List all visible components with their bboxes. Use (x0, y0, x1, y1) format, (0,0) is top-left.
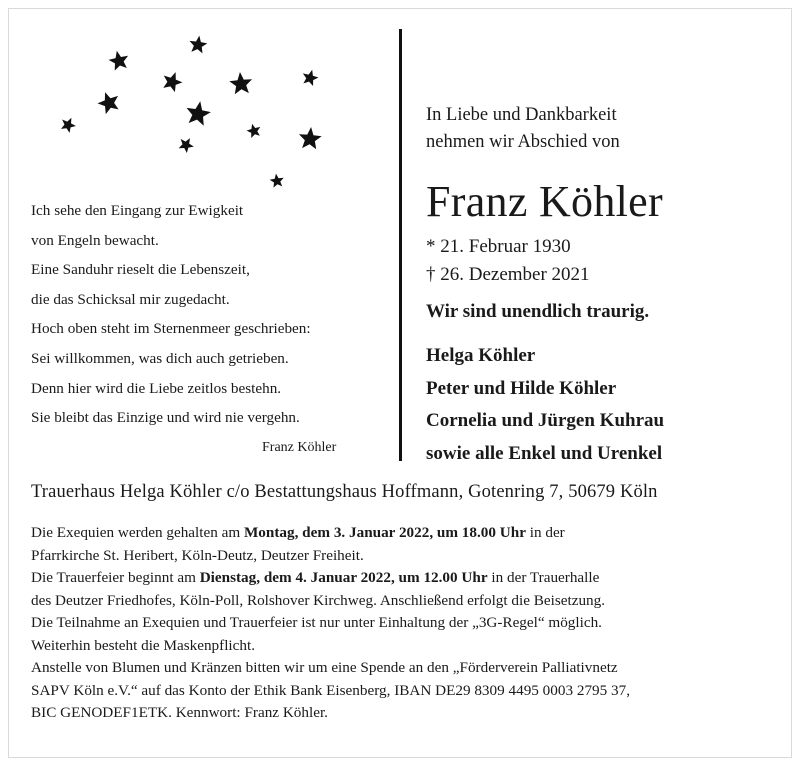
poem (31, 196, 371, 433)
life-dates (426, 233, 590, 289)
exequien-line (31, 522, 781, 545)
exequien-datetime: Montag, dem 3. Januar 2022, um 18.00 Uhr (243, 524, 526, 541)
service-details (31, 522, 781, 725)
donation-line: SAPV Köln e.V.“ auf das Konto der Ethik Bank Eisenberg, IBAN DE29 8309 4495 0003 2795 37, (31, 681, 631, 699)
exequien-location: Pfarrkirche St. Heribert, Köln-Deutz, Deutzer Freiheit. (31, 546, 364, 564)
rule-line: Die Teilnahme an Exequien und Trauerfeier ist nur unter Einhaltung der „3G-Regel“ möglich. (31, 614, 602, 631)
family-member: sowie alle Enkel und Urenkel (426, 442, 663, 464)
poem-line: Sei willkommen, was dich auch getrieben. (31, 349, 289, 367)
poem-line: Eine Sanduhr rieselt die Lebenszeit, (31, 261, 250, 279)
donation-line: BIC GENODEF1ETK. Kennwort: Franz Köhler. (31, 704, 328, 721)
death-notice (426, 102, 786, 464)
death-date: † 26. Dezember 2021 (426, 264, 590, 285)
family-member: Peter und Hilde Köhler (426, 377, 617, 399)
funeral-text: in der Trauerhalle (487, 569, 600, 586)
birth-date: * 21. Februar 1930 (426, 236, 571, 257)
star-icon (269, 173, 285, 188)
mourning-house-address: Trauerhaus Helga Köhler c/o Bestattungshaus Hoffmann, Gotenring 7, 50679 Köln (31, 482, 658, 502)
star-icon (300, 68, 320, 87)
vertical-divider (399, 29, 402, 461)
star-icon (107, 49, 130, 72)
poem-author: Franz Köhler (262, 440, 337, 455)
star-icon (176, 134, 196, 154)
family-member: Cornelia und Jürgen Kuhrau (426, 410, 665, 431)
funeral-line (31, 567, 781, 590)
poem-line: Ich sehe den Eingang zur Ewigkeit (31, 202, 244, 219)
poem-line: die das Schicksal mir zugedacht. (31, 290, 230, 308)
star-icon (229, 71, 254, 95)
star-icon (298, 126, 323, 150)
exequien-text: in der (525, 524, 565, 541)
stars-decoration (40, 28, 360, 198)
star-icon (188, 34, 208, 54)
family-member: Helga Köhler (426, 345, 536, 366)
funeral-location: des Deutzer Friedhofes, Köln-Poll, Rolshover Kirchweg. Anschließend erfolgt die Beisetzung. (31, 591, 606, 609)
star-icon (58, 115, 78, 135)
poem-line: Denn hier wird die Liebe zeitlos bestehn. (31, 379, 282, 397)
donation-line: Anstelle von Blumen und Kränzen bitten wir um eine Spende an den „Förderverein Palliativnetz (31, 659, 618, 676)
rule-line: Weiterhin besteht die Maskenpflicht. (31, 636, 255, 654)
funeral-text: Die Trauerfeier beginnt am (31, 569, 200, 586)
star-icon (95, 88, 123, 115)
intro-line: In Liebe und Dankbarkeit (426, 105, 617, 125)
poem-line: Hoch oben steht im Sternenmeer geschrieben: (31, 320, 311, 338)
poem-line: von Engeln bewacht. (31, 231, 159, 249)
mourning-line: Wir sind unendlich traurig. (426, 301, 650, 322)
funeral-datetime: Dienstag, dem 4. Januar 2022, um 12.00 Uhr (199, 569, 488, 586)
intro-line: nehmen wir Abschied von (426, 132, 620, 152)
star-icon (245, 122, 262, 139)
star-icon (184, 99, 212, 126)
deceased-name: Franz Köhler (426, 177, 663, 226)
star-icon (160, 69, 185, 94)
poem-line: Sie bleibt das Einzige und wird nie vergehn. (31, 409, 300, 427)
family-list (426, 340, 664, 470)
exequien-text: Die Exequien werden gehalten am (31, 524, 244, 541)
